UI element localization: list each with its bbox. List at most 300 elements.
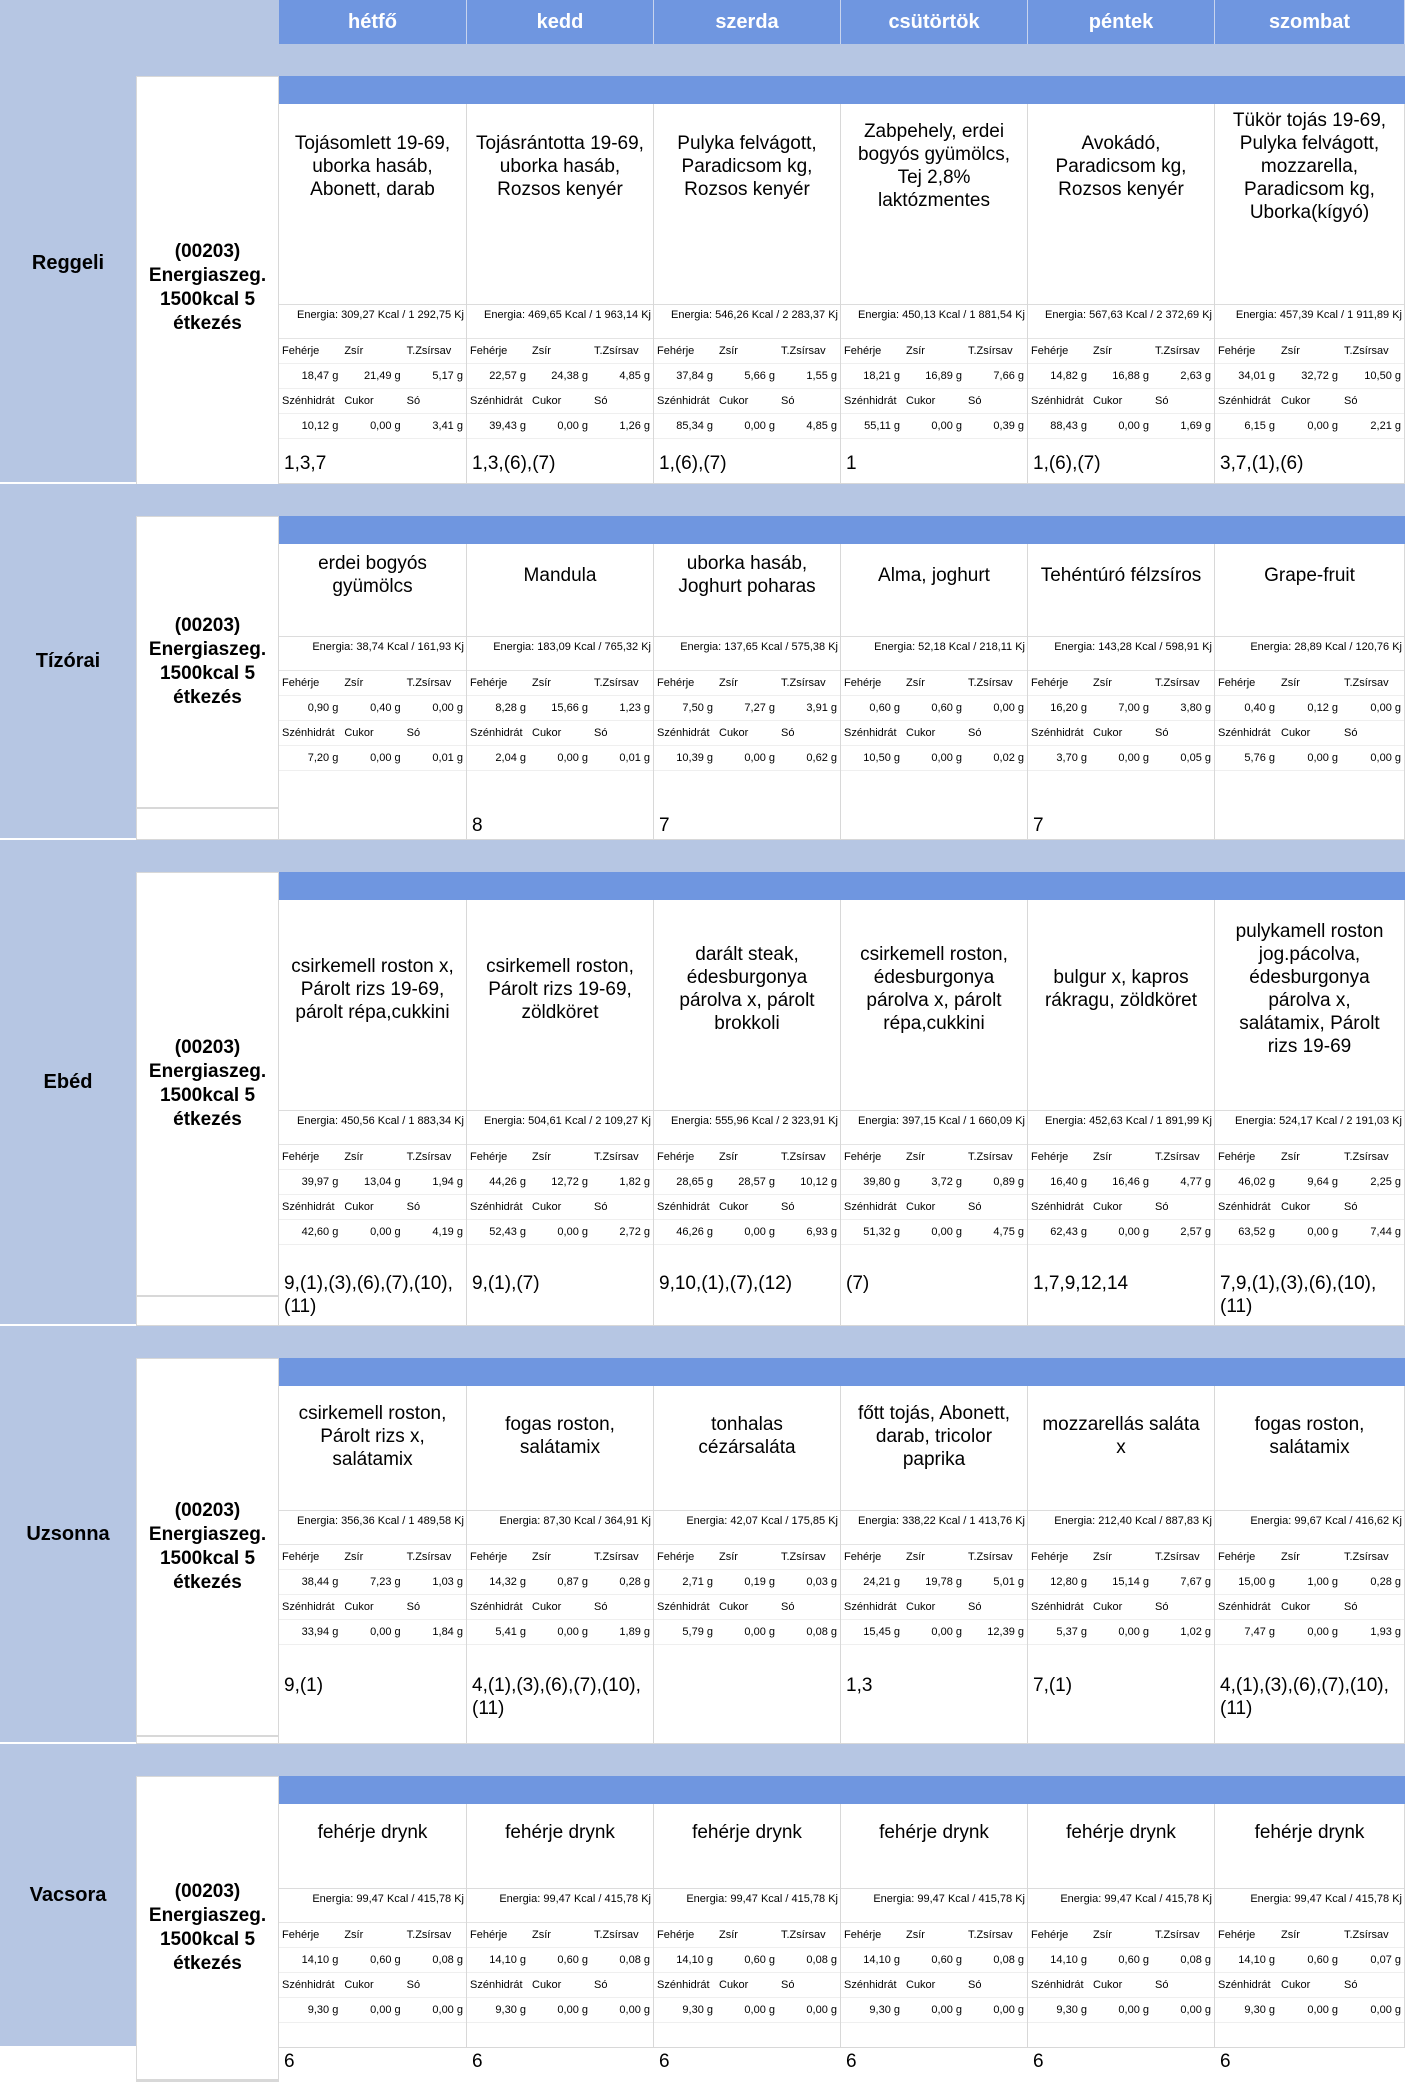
nutrition-block bbox=[279, 1888, 466, 2023]
nutrition-block bbox=[1215, 636, 1404, 771]
nutrient-value: 5,66 g bbox=[744, 370, 775, 382]
nutrient-label: T.Zsírsav bbox=[406, 345, 452, 357]
nutrient-labels-row1 bbox=[1028, 1545, 1214, 1570]
nutrient-labels-row1 bbox=[1215, 339, 1404, 364]
nutrient-label: Fehérje bbox=[844, 1151, 882, 1163]
nutrient-label: Cukor bbox=[1281, 1201, 1311, 1213]
nutrient-values-row2 bbox=[279, 1998, 466, 2023]
nutrient-label: T.Zsírsav bbox=[968, 1151, 1013, 1163]
nutrient-label: T.Zsírsav bbox=[968, 1929, 1013, 1941]
diet-code-line: (00203) bbox=[174, 1500, 241, 1521]
menu-cell bbox=[1028, 1804, 1215, 2072]
diet-code-text bbox=[149, 1880, 266, 1976]
nutrient-label: Szénhidrát bbox=[1031, 1979, 1084, 1991]
nutrient-values-row1 bbox=[467, 696, 653, 721]
nutrient-label: Zsír bbox=[532, 1551, 551, 1563]
nutrient-label: Szénhidrát bbox=[844, 1201, 897, 1213]
nutrient-label: Só bbox=[968, 1979, 982, 1991]
nutrition-block bbox=[1028, 1888, 1214, 2023]
diet-code bbox=[136, 76, 279, 500]
day-header-4: péntek bbox=[1028, 0, 1215, 44]
nutrient-label: Szénhidrát bbox=[1218, 1979, 1271, 1991]
diet-code-line: 1500kcal 5 bbox=[159, 1548, 256, 1569]
nutrient-value: 1,69 g bbox=[1180, 420, 1211, 432]
nutrient-value: 0,00 g bbox=[1118, 1626, 1149, 1638]
diet-code-line: Energiaszeg. bbox=[148, 1524, 267, 1545]
nutrient-value: 4,77 g bbox=[1180, 1176, 1211, 1188]
menu-cell bbox=[1028, 104, 1215, 484]
nutrient-label: T.Zsírsav bbox=[406, 1151, 452, 1163]
nutrient-value: 0,00 g bbox=[806, 2004, 837, 2016]
diet-code-spacer bbox=[136, 1736, 279, 1744]
nutrient-value: 0,19 g bbox=[744, 1576, 775, 1588]
section-band bbox=[136, 44, 1405, 76]
section-header-strip bbox=[279, 516, 1405, 544]
nutrient-label: Zsír bbox=[719, 1551, 738, 1563]
diet-code-line: Energiaszeg. bbox=[148, 1061, 267, 1082]
nutrient-value: 0,00 g bbox=[1118, 420, 1149, 432]
nutrient-label: Zsír bbox=[906, 677, 925, 689]
nutrient-value: 0,00 g bbox=[619, 2004, 650, 2016]
nutrient-value: 55,11 g bbox=[864, 420, 900, 432]
nutrient-label: Fehérje bbox=[282, 677, 320, 689]
energy-value: Energia: 38,74 Kcal / 161,93 Kj bbox=[279, 637, 466, 671]
menu-cell bbox=[467, 900, 654, 1326]
nutrient-labels-row2 bbox=[654, 721, 840, 746]
nutrient-value: 16,46 g bbox=[1112, 1176, 1149, 1188]
dish-name: darált steak, édesburgonya párolva x, párolt brokkoli bbox=[679, 944, 815, 1034]
nutrient-values-row2 bbox=[654, 1620, 840, 1645]
nutrient-value: 0,01 g bbox=[432, 752, 463, 764]
nutrient-labels-row2 bbox=[654, 1973, 840, 1998]
allergen-codes: 6 bbox=[284, 2051, 295, 2072]
allergen-codes: 1,3,(6),(7) bbox=[472, 453, 556, 474]
nutrient-values-row1 bbox=[279, 1170, 466, 1195]
section-band bbox=[136, 1326, 1405, 1358]
nutrient-value: 0,62 g bbox=[806, 752, 837, 764]
nutrient-value: 33,94 g bbox=[301, 1626, 339, 1638]
nutrient-label: Só bbox=[781, 1601, 795, 1613]
nutrient-label: Fehérje bbox=[470, 677, 508, 689]
nutrient-label: Só bbox=[1344, 1979, 1358, 1991]
energy-value: Energia: 99,47 Kcal / 415,78 Kj bbox=[841, 1889, 1027, 1923]
day-header-2: szerda bbox=[654, 0, 841, 44]
nutrient-value: 1,89 g bbox=[619, 1626, 650, 1638]
nutrient-labels-row2 bbox=[279, 1973, 466, 1998]
nutrient-labels-row1 bbox=[279, 671, 466, 696]
day-header-0: hétfő bbox=[279, 0, 467, 44]
nutrition-block bbox=[841, 1110, 1027, 1245]
nutrient-label: Fehérje bbox=[282, 1151, 320, 1163]
nutrient-value: 9,30 g bbox=[307, 2004, 339, 2016]
diet-code-spacer bbox=[136, 1296, 279, 1326]
nutrient-values-row1 bbox=[279, 1948, 466, 1973]
nutrition-block bbox=[279, 304, 466, 439]
nutrient-labels-row1 bbox=[1215, 1145, 1404, 1170]
nutrient-value: 0,87 g bbox=[557, 1576, 588, 1588]
nutrient-value: 7,67 g bbox=[1180, 1576, 1211, 1588]
nutrient-values-row2 bbox=[654, 414, 840, 439]
nutrient-label: Fehérje bbox=[282, 1551, 320, 1563]
nutrient-value: 10,12 g bbox=[800, 1176, 837, 1188]
nutrient-value: 6,15 g bbox=[1244, 420, 1275, 432]
nutrient-labels-row1 bbox=[1215, 1545, 1404, 1570]
nutrient-value: 51,32 g bbox=[863, 1226, 900, 1238]
nutrient-values-row2 bbox=[654, 1998, 840, 2023]
energy-value: Energia: 99,47 Kcal / 415,78 Kj bbox=[279, 1889, 466, 1923]
nutrient-labels-row2 bbox=[841, 721, 1027, 746]
nutrient-label: Fehérje bbox=[657, 1151, 695, 1163]
menu-cell bbox=[654, 544, 841, 840]
day-header-1: kedd bbox=[467, 0, 654, 44]
energy-value: Energia: 99,47 Kcal / 415,78 Kj bbox=[467, 1889, 653, 1923]
dish-name: bulgur x, kapros rákragu, zöldköret bbox=[1044, 967, 1198, 1011]
nutrient-labels-row1 bbox=[1028, 671, 1214, 696]
nutrient-label: T.Zsírsav bbox=[1344, 345, 1389, 357]
energy-value: Energia: 450,13 Kcal / 1 881,54 Kj bbox=[841, 305, 1027, 339]
nutrient-labels-row1 bbox=[279, 1923, 466, 1948]
allergen-codes: 3,7,(1),(6) bbox=[1220, 453, 1304, 474]
nutrient-value: 0,00 g bbox=[993, 2004, 1024, 2016]
nutrient-labels-row2 bbox=[467, 721, 653, 746]
nutrient-value: 0,00 g bbox=[557, 2004, 588, 2016]
allergen-codes: 9,(1) bbox=[284, 1675, 324, 1696]
section-header-strip bbox=[279, 872, 1405, 900]
nutrient-label: Zsír bbox=[1281, 1929, 1300, 1941]
nutrient-label: Zsír bbox=[906, 1151, 925, 1163]
nutrient-label: Cukor bbox=[344, 1979, 374, 1991]
nutrient-labels-row2 bbox=[1028, 721, 1214, 746]
nutrient-values-row2 bbox=[1028, 1998, 1214, 2023]
nutrient-values-row1 bbox=[654, 696, 840, 721]
allergen-codes: 7 bbox=[1033, 815, 1044, 836]
nutrient-value: 39,97 g bbox=[301, 1176, 339, 1188]
nutrient-value: 0,00 g bbox=[1307, 1626, 1338, 1638]
nutrient-values-row2 bbox=[841, 746, 1027, 771]
menu-cell bbox=[1215, 900, 1405, 1326]
energy-value: Energia: 397,15 Kcal / 1 660,09 Kj bbox=[841, 1111, 1027, 1145]
nutrient-label: Fehérje bbox=[1031, 345, 1069, 357]
nutrient-label: Szénhidrát bbox=[657, 1979, 710, 1991]
nutrient-labels-row1 bbox=[1028, 1145, 1214, 1170]
nutrient-values-row1 bbox=[1028, 364, 1214, 389]
nutrient-labels-row1 bbox=[654, 1545, 840, 1570]
nutrient-label: Fehérje bbox=[282, 1929, 320, 1941]
nutrient-labels-row1 bbox=[841, 1545, 1027, 1570]
dish-name: fehérje drynk bbox=[317, 1821, 428, 1843]
nutrient-values-row2 bbox=[467, 1998, 653, 2023]
dish-name: fehérje drynk bbox=[1254, 1821, 1365, 1843]
nutrient-value: 0,28 g bbox=[1370, 1576, 1401, 1588]
diet-code-line: étkezés bbox=[173, 687, 242, 708]
nutrient-label: Fehérje bbox=[1218, 1551, 1256, 1563]
nutrition-block bbox=[467, 1110, 653, 1245]
nutrient-labels-row1 bbox=[1028, 1923, 1214, 1948]
nutrient-label: Fehérje bbox=[1031, 1929, 1069, 1941]
nutrient-label: Fehérje bbox=[1031, 677, 1069, 689]
nutrient-value: 10,12 g bbox=[301, 420, 339, 432]
nutrient-label: Szénhidrát bbox=[470, 1601, 523, 1613]
nutrient-value: 2,63 g bbox=[1180, 370, 1211, 382]
nutrient-value: 0,08 g bbox=[1180, 1954, 1211, 1966]
nutrient-value: 0,07 g bbox=[1370, 1954, 1401, 1966]
nutrient-value: 46,26 g bbox=[676, 1226, 713, 1238]
nutrient-label: Szénhidrát bbox=[470, 1979, 523, 1991]
nutrient-value: 0,00 g bbox=[1118, 2004, 1149, 2016]
nutrient-values-row1 bbox=[1028, 1570, 1214, 1595]
menu-cell bbox=[841, 900, 1028, 1326]
dish-name: csirkemell roston x, Párolt rizs 19-69, párolt répa,cukkini bbox=[291, 955, 454, 1023]
nutrient-label: Cukor bbox=[1093, 1201, 1123, 1213]
energy-value: Energia: 452,63 Kcal / 1 891,99 Kj bbox=[1028, 1111, 1214, 1145]
nutrient-labels-row1 bbox=[654, 339, 840, 364]
nutrient-labels-row1 bbox=[467, 1545, 653, 1570]
diet-code-text bbox=[149, 1036, 266, 1132]
nutrient-label: Só bbox=[1344, 395, 1358, 407]
nutrient-label: Só bbox=[781, 727, 795, 739]
nutrient-value: 0,12 g bbox=[1307, 702, 1338, 714]
nutrient-values-row2 bbox=[467, 414, 653, 439]
nutrient-value: 0,60 g bbox=[744, 1954, 775, 1966]
nutrient-value: 3,41 g bbox=[432, 420, 463, 432]
nutrient-value: 0,00 g bbox=[993, 702, 1024, 714]
menu-cell bbox=[467, 1804, 654, 2072]
nutrient-value: 0,00 g bbox=[1307, 420, 1338, 432]
nutrient-label: Szénhidrát bbox=[1031, 727, 1084, 739]
nutrient-label: Cukor bbox=[1093, 727, 1123, 739]
nutrient-values-row2 bbox=[467, 746, 653, 771]
nutrient-labels-row2 bbox=[1215, 389, 1404, 414]
nutrient-value: 9,64 g bbox=[1307, 1176, 1338, 1188]
nutrient-label: T.Zsírsav bbox=[781, 1151, 826, 1163]
nutrient-label: Cukor bbox=[1281, 727, 1311, 739]
menu-cell bbox=[279, 1386, 467, 1744]
nutrient-value: 15,14 g bbox=[1112, 1576, 1149, 1588]
nutrient-label: Cukor bbox=[344, 395, 374, 407]
dish-name: fogas roston, salátamix bbox=[505, 1414, 615, 1458]
allergen-codes: 8 bbox=[472, 815, 483, 836]
nutrient-value: 0,39 g bbox=[993, 420, 1024, 432]
nutrient-value: 0,00 g bbox=[1180, 2004, 1211, 2016]
nutrient-label: T.Zsírsav bbox=[1155, 1151, 1200, 1163]
nutrient-label: Fehérje bbox=[1218, 677, 1256, 689]
nutrient-label: T.Zsírsav bbox=[1155, 345, 1200, 357]
nutrient-label: T.Zsírsav bbox=[594, 1551, 639, 1563]
nutrient-value: 0,40 g bbox=[1244, 702, 1275, 714]
nutrient-value: 7,50 g bbox=[682, 702, 713, 714]
nutrient-labels-row1 bbox=[1215, 1923, 1404, 1948]
allergen-codes: (7) bbox=[846, 1273, 870, 1294]
nutrient-label: Fehérje bbox=[844, 1929, 882, 1941]
nutrient-values-row2 bbox=[1215, 1220, 1404, 1245]
nutrient-label: Só bbox=[406, 727, 421, 739]
energy-value: Energia: 99,47 Kcal / 415,78 Kj bbox=[1215, 1889, 1404, 1923]
nutrient-value: 1,94 g bbox=[432, 1176, 463, 1188]
nutrient-label: Cukor bbox=[1093, 1979, 1123, 1991]
nutrient-label: T.Zsírsav bbox=[594, 677, 639, 689]
nutrition-block bbox=[279, 1110, 466, 1245]
energy-value: Energia: 212,40 Kcal / 887,83 Kj bbox=[1028, 1511, 1214, 1545]
nutrient-values-row1 bbox=[1215, 696, 1404, 721]
nutrient-values-row2 bbox=[841, 414, 1027, 439]
nutrient-label: Zsír bbox=[344, 1929, 364, 1941]
allergen-codes: 1,(6),(7) bbox=[1033, 453, 1101, 474]
menu-cell bbox=[841, 104, 1028, 484]
nutrient-values-row1 bbox=[1028, 1170, 1214, 1195]
nutrition-block bbox=[1028, 304, 1214, 439]
nutrient-value: 7,47 g bbox=[1244, 1626, 1275, 1638]
nutrient-label: Cukor bbox=[532, 727, 562, 739]
nutrient-labels-row1 bbox=[654, 1145, 840, 1170]
dish-name: fehérje drynk bbox=[692, 1821, 802, 1843]
nutrient-value: 2,04 g bbox=[495, 752, 526, 764]
nutrient-value: 34,01 g bbox=[1238, 370, 1275, 382]
nutrient-value: 4,19 g bbox=[432, 1226, 463, 1238]
nutrition-block bbox=[1215, 304, 1404, 439]
dish-name: Avokádó, Paradicsom kg, Rozsos kenyér bbox=[1055, 132, 1187, 200]
nutrient-value: 0,00 g bbox=[931, 1626, 962, 1638]
allergen-codes: 7,(1) bbox=[1033, 1675, 1073, 1696]
nutrient-values-row1 bbox=[654, 1170, 840, 1195]
nutrition-block bbox=[467, 304, 653, 439]
nutrient-value: 1,84 g bbox=[432, 1626, 463, 1638]
diet-code bbox=[136, 516, 279, 808]
dish-name: Grape-fruit bbox=[1264, 564, 1355, 586]
nutrient-labels-row1 bbox=[467, 671, 653, 696]
nutrient-value: 1,03 g bbox=[432, 1576, 463, 1588]
nutrient-value: 0,00 g bbox=[744, 2004, 775, 2016]
nutrient-value: 3,70 g bbox=[1056, 752, 1087, 764]
allergen-codes: 9,(1),(3),(6),(7),(10),(11) bbox=[284, 1273, 453, 1317]
nutrient-value: 0,08 g bbox=[993, 1954, 1024, 1966]
diet-code-line: 1500kcal 5 bbox=[159, 1085, 256, 1106]
nutrient-labels-row1 bbox=[467, 1145, 653, 1170]
allergen-codes: 7,9,(1),(3),(6),(10),(11) bbox=[1220, 1273, 1377, 1317]
energy-value: Energia: 338,22 Kcal / 1 413,76 Kj bbox=[841, 1511, 1027, 1545]
nutrient-label: Zsír bbox=[344, 1551, 364, 1563]
nutrient-values-row1 bbox=[467, 364, 653, 389]
dish-name: fogas roston, salátamix bbox=[1254, 1414, 1365, 1458]
dish-name: Tehéntúró félzsíros bbox=[1040, 564, 1202, 586]
nutrition-block bbox=[1028, 1110, 1214, 1245]
nutrient-value: 5,41 g bbox=[495, 1626, 526, 1638]
nutrient-label: Szénhidrát bbox=[282, 727, 335, 739]
nutrient-label: Só bbox=[1344, 1601, 1358, 1613]
nutrient-values-row2 bbox=[467, 1220, 653, 1245]
dish-name: pulykamell roston jog.pácolva, édesburgonya párolva x, salátamix, Párolt rizs 19-69 bbox=[1235, 921, 1384, 1057]
nutrient-label: Fehérje bbox=[470, 1551, 508, 1563]
nutrient-label: Szénhidrát bbox=[1218, 727, 1271, 739]
nutrient-label: Cukor bbox=[532, 1601, 562, 1613]
diet-code-text bbox=[149, 614, 266, 710]
nutrient-label: Szénhidrát bbox=[844, 395, 897, 407]
diet-code-line: étkezés bbox=[173, 1109, 242, 1130]
nutrient-value: 24,38 g bbox=[551, 370, 588, 382]
energy-value: Energia: 143,28 Kcal / 598,91 Kj bbox=[1028, 637, 1214, 671]
nutrient-label: Cukor bbox=[906, 395, 936, 407]
menu-cell bbox=[654, 1804, 841, 2072]
menu-cell bbox=[1028, 544, 1215, 840]
nutrient-values-row1 bbox=[1215, 1570, 1404, 1595]
nutrient-values-row1 bbox=[654, 1948, 840, 1973]
nutrient-value: 2,72 g bbox=[619, 1226, 650, 1238]
nutrient-value: 63,52 g bbox=[1238, 1226, 1275, 1238]
allergen-codes: 1,7,9,12,14 bbox=[1033, 1273, 1129, 1294]
nutrient-label: Só bbox=[968, 1601, 982, 1613]
nutrient-label: Szénhidrát bbox=[1031, 395, 1084, 407]
energy-value: Energia: 457,39 Kcal / 1 911,89 Kj bbox=[1215, 305, 1404, 339]
nutrient-value: 3,91 g bbox=[806, 702, 837, 714]
diet-code-line: (00203) bbox=[174, 1037, 241, 1058]
nutrient-value: 0,60 g bbox=[370, 1954, 401, 1966]
section-header-strip bbox=[279, 1358, 1405, 1386]
menu-cell bbox=[841, 1804, 1028, 2072]
nutrient-value: 4,75 g bbox=[993, 1226, 1024, 1238]
energy-value: Energia: 183,09 Kcal / 765,32 Kj bbox=[467, 637, 653, 671]
dish-name: Pulyka felvágott, Paradicsom kg, Rozsos kenyér bbox=[677, 132, 817, 200]
section-band bbox=[136, 840, 1405, 872]
diet-code-line: étkezés bbox=[173, 1953, 242, 1974]
nutrient-label: Zsír bbox=[1093, 677, 1112, 689]
day-header-5: szombat bbox=[1215, 0, 1405, 44]
nutrient-values-row1 bbox=[841, 1948, 1027, 1973]
nutrient-labels-row2 bbox=[654, 1195, 840, 1220]
nutrient-label: Fehérje bbox=[470, 1151, 508, 1163]
nutrient-labels-row1 bbox=[279, 1145, 466, 1170]
nutrient-label: Cukor bbox=[719, 395, 749, 407]
energy-value: Energia: 469,65 Kcal / 1 963,14 Kj bbox=[467, 305, 653, 339]
nutrient-value: 0,00 g bbox=[432, 2004, 463, 2016]
nutrient-label: Só bbox=[1155, 727, 1169, 739]
nutrient-value: 1,55 g bbox=[806, 370, 837, 382]
nutrient-label: T.Zsírsav bbox=[594, 1151, 639, 1163]
nutrient-value: 0,00 g bbox=[1370, 752, 1401, 764]
nutrient-value: 15,66 g bbox=[551, 702, 588, 714]
nutrient-value: 15,00 g bbox=[1238, 1576, 1275, 1588]
energy-value: Energia: 99,67 Kcal / 416,62 Kj bbox=[1215, 1511, 1404, 1545]
nutrient-label: T.Zsírsav bbox=[1155, 1929, 1200, 1941]
nutrient-label: T.Zsírsav bbox=[968, 1551, 1013, 1563]
allergen-codes: 6 bbox=[1033, 2051, 1044, 2072]
nutrient-label: Fehérje bbox=[1218, 1929, 1256, 1941]
nutrient-label: Fehérje bbox=[657, 677, 695, 689]
nutrient-label: Só bbox=[781, 1979, 795, 1991]
dish-name: Tojásomlett 19-69, uborka hasáb, Abonett, darab bbox=[294, 132, 451, 200]
nutrient-labels-row2 bbox=[1028, 1973, 1214, 1998]
energy-value: Energia: 555,96 Kcal / 2 323,91 Kj bbox=[654, 1111, 840, 1145]
nutrient-value: 5,17 g bbox=[432, 370, 463, 382]
nutrient-value: 42,60 g bbox=[301, 1226, 339, 1238]
dish-name: csirkemell roston, Párolt rizs x, salátamix bbox=[298, 1402, 447, 1470]
nutrient-values-row2 bbox=[1028, 746, 1214, 771]
nutrient-value: 10,50 g bbox=[863, 752, 900, 764]
nutrient-labels-row2 bbox=[1028, 1595, 1214, 1620]
dish-name: erdei bogyós gyümölcs bbox=[318, 553, 427, 597]
nutrient-label: Szénhidrát bbox=[844, 727, 897, 739]
nutrition-block bbox=[1215, 1110, 1404, 1245]
nutrient-label: Zsír bbox=[1281, 1551, 1300, 1563]
nutrient-value: 0,00 g bbox=[432, 702, 463, 714]
menu-cell bbox=[654, 104, 841, 484]
energy-value: Energia: 28,89 Kcal / 120,76 Kj bbox=[1215, 637, 1404, 671]
nutrient-labels-row1 bbox=[467, 1923, 653, 1948]
menu-cell bbox=[279, 1804, 467, 2072]
nutrient-label: Fehérje bbox=[282, 345, 320, 357]
nutrient-labels-row2 bbox=[279, 1595, 466, 1620]
section-header-strip bbox=[279, 76, 1405, 104]
nutrient-value: 12,39 g bbox=[987, 1626, 1024, 1638]
allergen-codes: 6 bbox=[1220, 2051, 1231, 2072]
